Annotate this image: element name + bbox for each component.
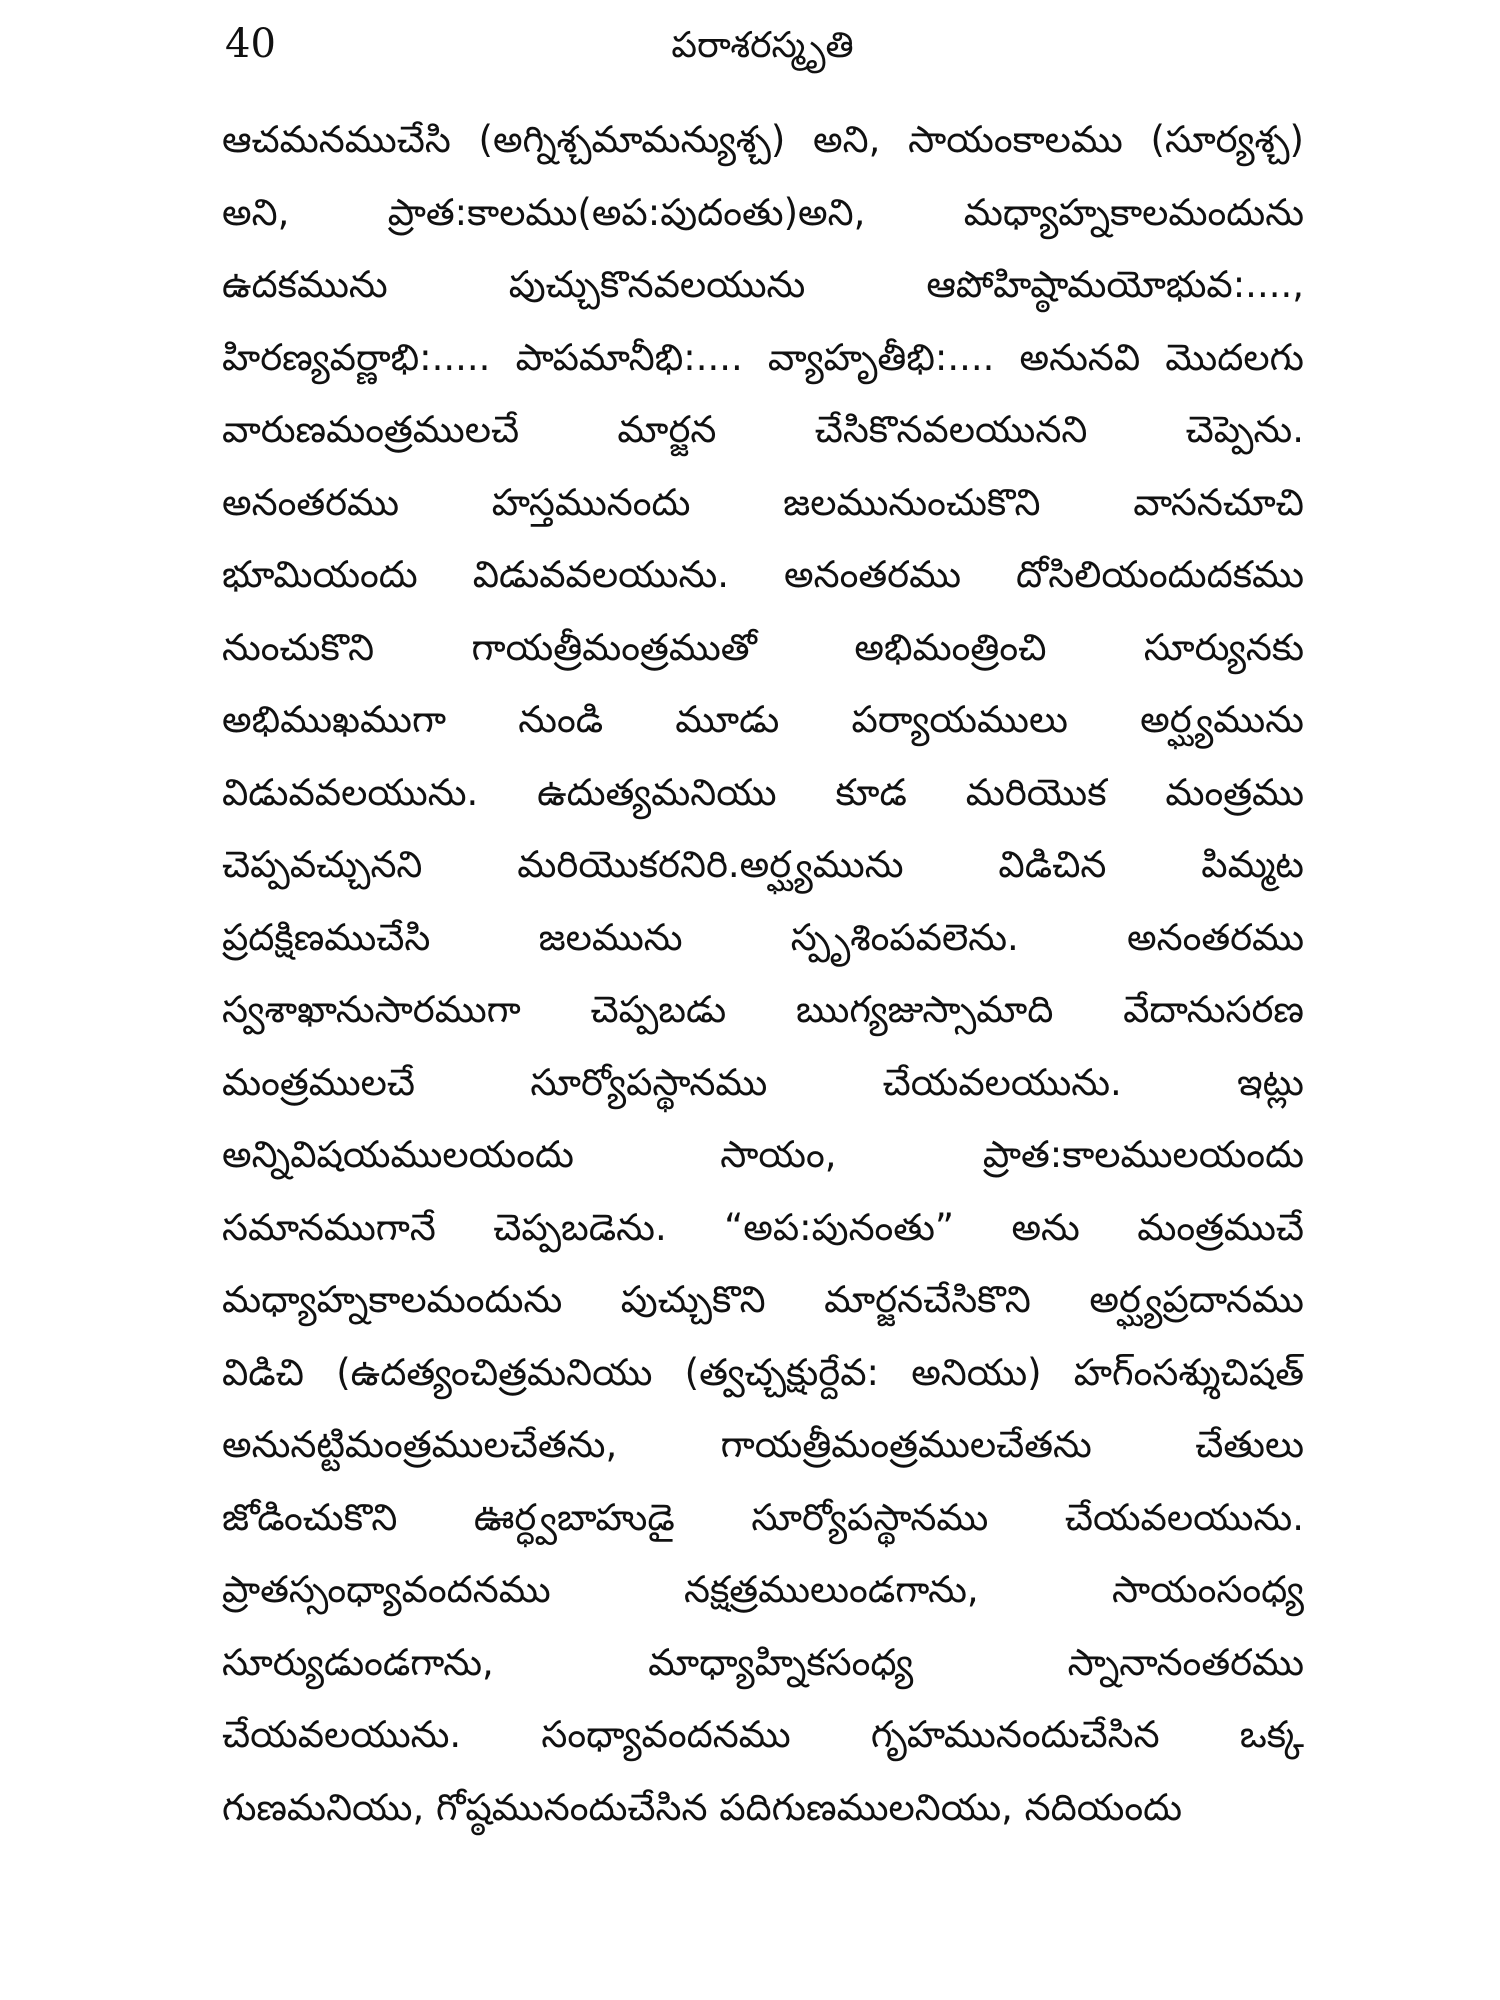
text-line: స్వశాఖానుసారముగా చెప్పబడు ఋగ్యజుస్సామాది వేదానుసరణ (222, 988, 1304, 1031)
text-line: అన్నివిషయములయందు సాయం, ప్రాత:కాలములయందు (222, 1133, 1304, 1176)
text-line: ప్రాతస్సంధ్యావందనము నక్షత్రములుండగాను, సాయంసంధ్య (222, 1568, 1304, 1611)
text-line: విడిచి (ఉదత్యంచిత్రమనియు (త్వచ్చక్షుర్దేవ: అనియు) హగ్ంసశ్శుచిషత్ (222, 1350, 1304, 1394)
text-line: నుంచుకొని గాయత్రీమంత్రముతో అభిమంత్రించి సూర్యునకు (222, 625, 1304, 669)
body-text (222, 104, 1304, 1844)
text-line: ఉదకమును పుచ్చుకొనవలయును ఆపోహిష్ఠామయోభువ:...., (222, 263, 1304, 306)
text-line: వారుణమంత్రములచే మార్జన చేసికొనవలయునని చెప్పెను. (222, 408, 1304, 451)
text-line: ప్రదక్షిణముచేసి జలమును స్పృశింపవలెను. అనంతరము (222, 915, 1304, 959)
text-line: మధ్యాహ్నకాలమందును పుచ్చుకొని మార్జనచేసికొని అర్ఘ్యప్రదానము (222, 1278, 1304, 1321)
text-line: అనంతరము హస్తమునందు జలమునుంచుకొని వాసనచూచి (222, 480, 1304, 524)
text-line: అనునట్టిమంత్రములచేతను, గాయత్రీమంత్రములచేతను చేతులు (222, 1423, 1304, 1466)
text-line: విడువవలయును. ఉదుత్యమనియు కూడ మరియొక మంత్రము (222, 770, 1304, 814)
page-header (225, 12, 1300, 84)
page-number: 40 (225, 21, 276, 67)
text-line: అభిముఖముగా నుండి మూడు పర్యాయములు అర్ఘ్యమును (222, 698, 1304, 741)
text-line: భూమియందు విడువవలయును. అనంతరము దోసిలియందుదకము (222, 553, 1304, 596)
text-line: అని, ప్రాత:కాలము(అప:పుదంతు)అని, మధ్యాహ్నకాలమందును (222, 190, 1304, 234)
text-line: మంత్రములచే సూర్యోపస్థానము చేయవలయును. ఇట్లు (222, 1060, 1304, 1104)
running-title: పరాశరస్మృతి (671, 25, 854, 66)
text-line: సూర్యుడుండగాను, మాధ్యాహ్నికసంధ్య స్నానానంతరము (222, 1640, 1304, 1684)
text-line: చెప్పవచ్చునని మరియొకరనిరి.అర్ఘ్యమును విడిచిన పిమ్మట (222, 843, 1304, 886)
text-line: సమానముగానే చెప్పబడెను. “అప:పునంతు” అను మంత్రముచే (222, 1205, 1304, 1249)
text-line: గుణమనియు, గోష్ఠమునందుచేసిన పదిగుణములనియు, నదియందు (222, 1785, 1183, 1829)
text-line: హిరణ్యవర్ణాభి:..... పాపమానీభి:.... వ్యాహృతీభి:.... అనునవి మొదలగు (222, 335, 1304, 379)
text-line: జోడించుకొని ఊర్ధ్వబాహుడై సూర్యోపస్థానము చేయవలయును. (222, 1495, 1304, 1539)
text-line: ఆచమనముచేసి (అగ్నిశ్చమామన్యుశ్చ) అని, సాయంకాలము (సూర్యశ్చ) (222, 118, 1304, 161)
text-line: చేయవలయును. సంధ్యావందనము గృహమునందుచేసిన ఒక్క (222, 1713, 1304, 1756)
